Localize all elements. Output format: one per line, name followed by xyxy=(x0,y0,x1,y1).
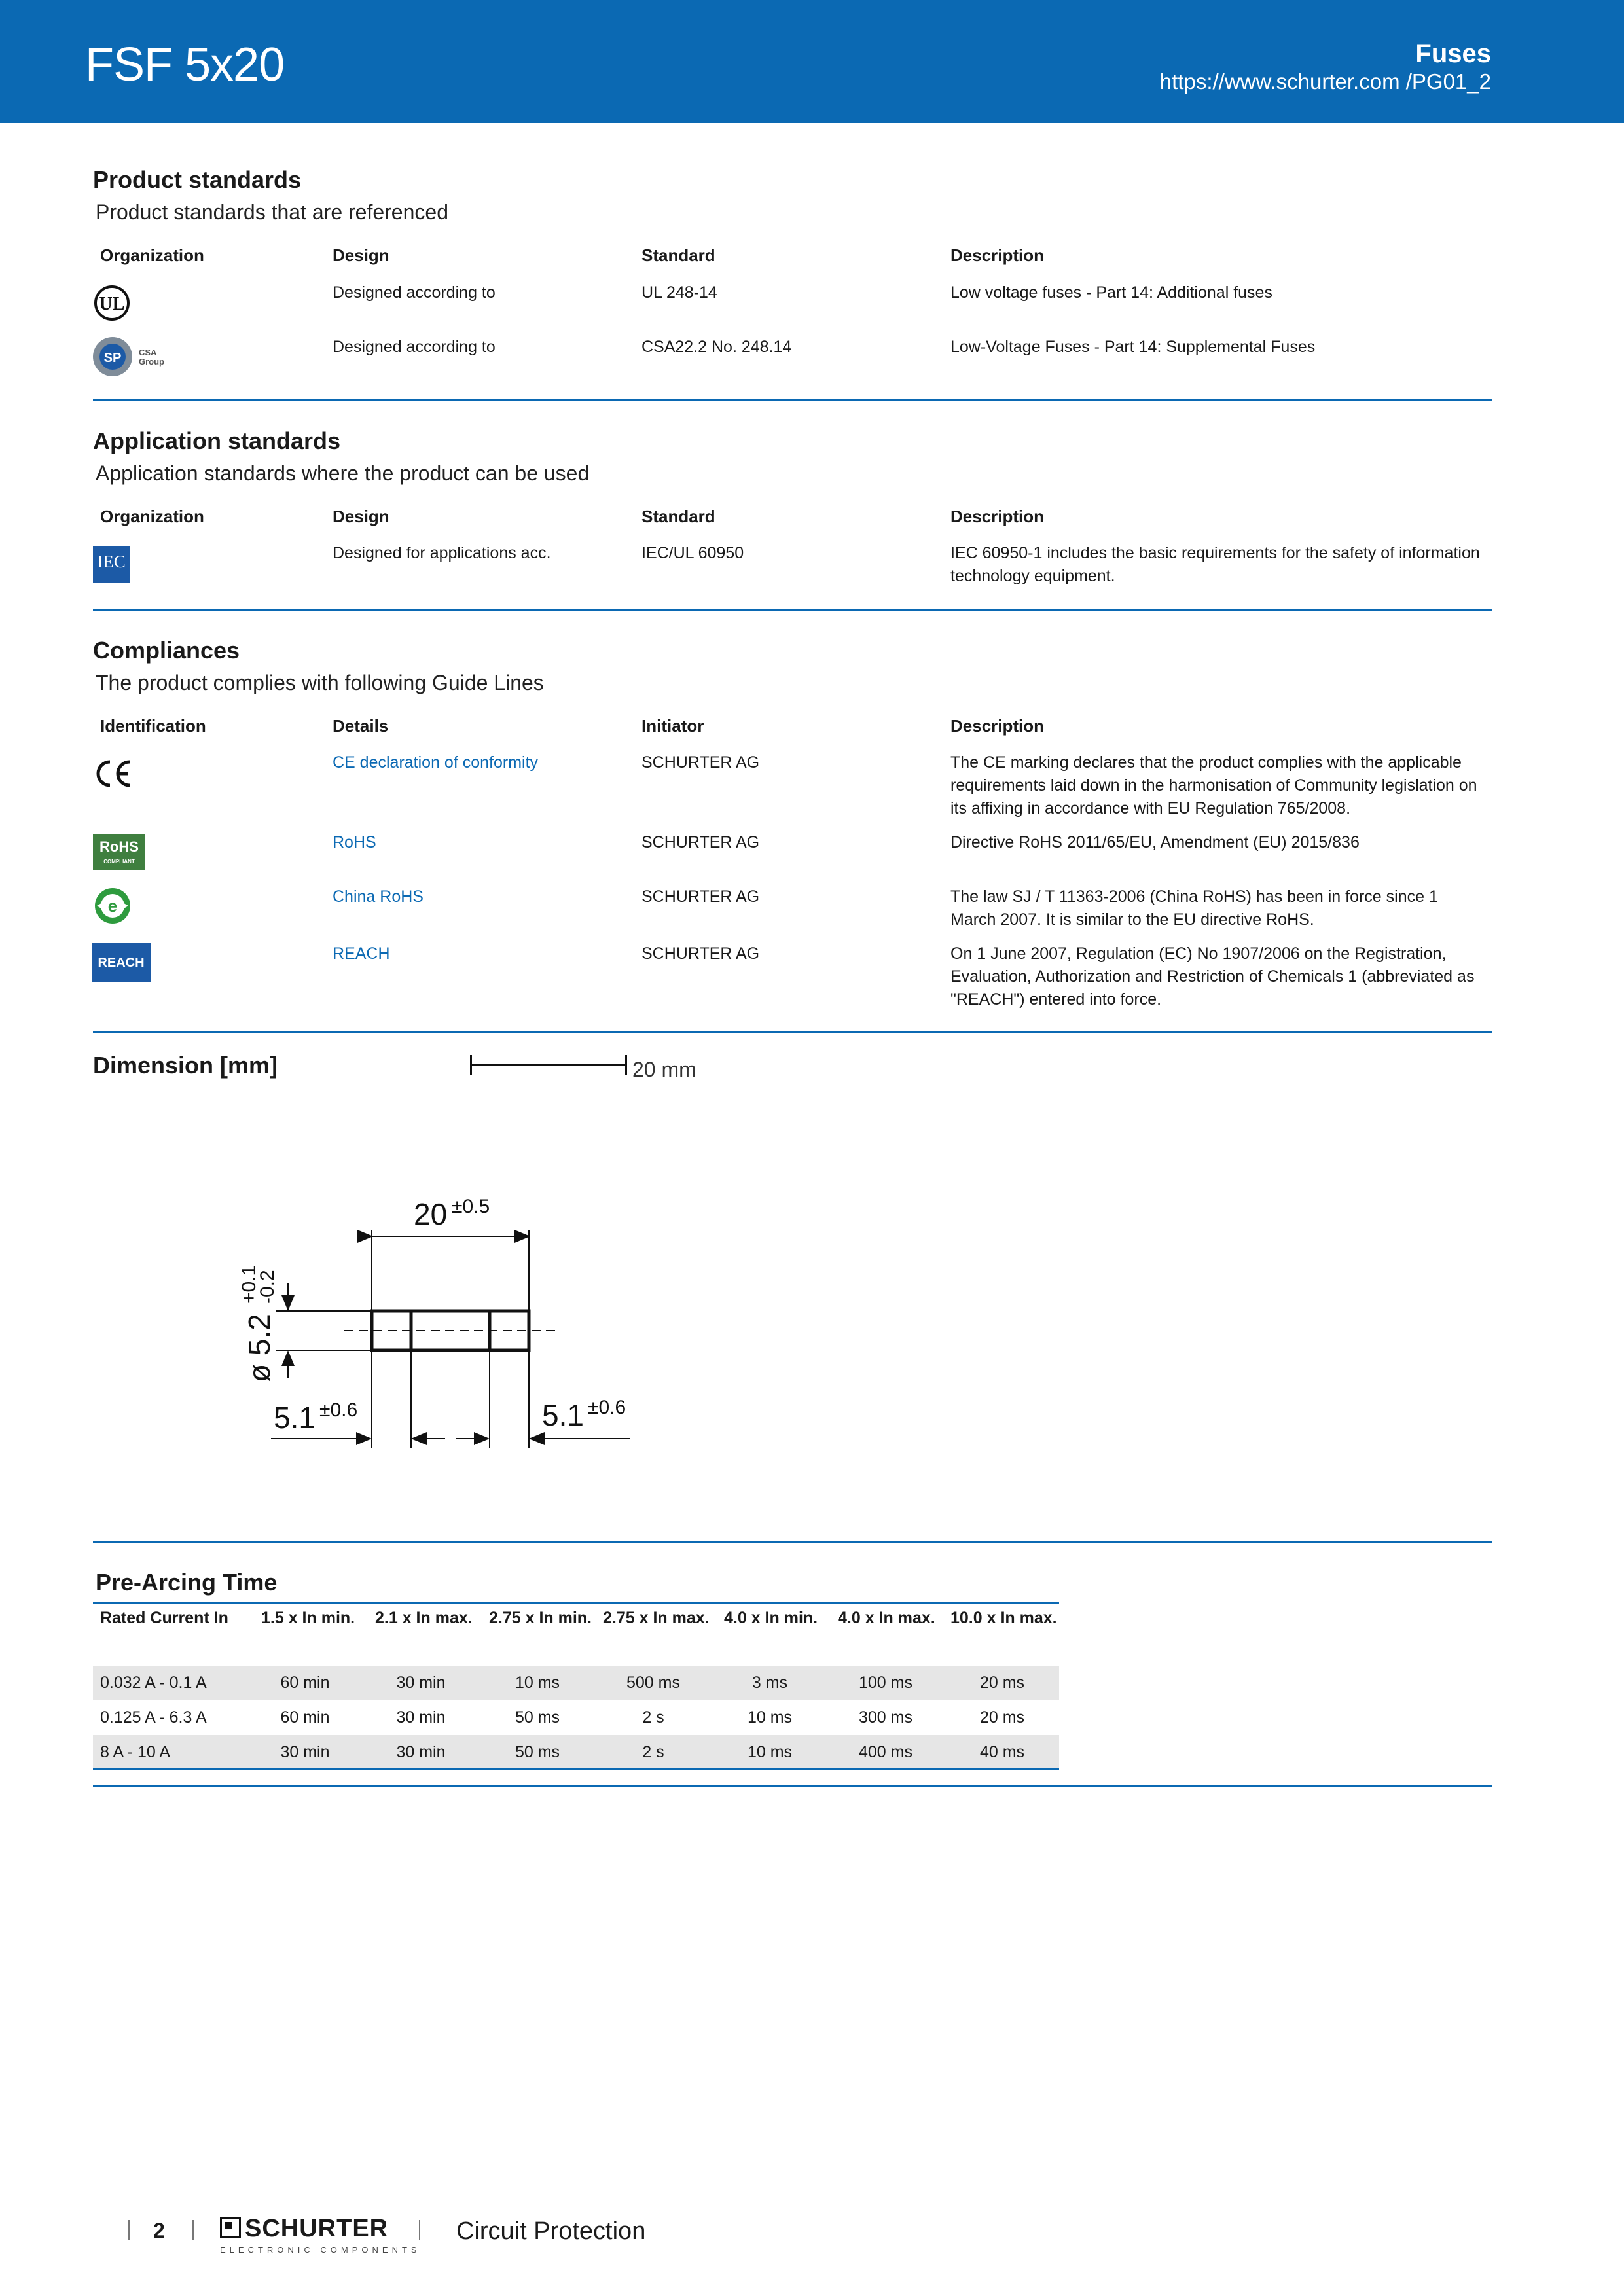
col-description: Description xyxy=(950,245,1045,265)
table-cell: UL 248-14 xyxy=(641,283,717,302)
diameter-value: ø 5.2 xyxy=(242,1314,276,1382)
table-cell: 10 ms xyxy=(747,1743,793,1761)
schurter-logo-icon xyxy=(220,2217,241,2238)
col-organization: Organization xyxy=(100,507,204,526)
table-cell: 30 min xyxy=(280,1743,330,1761)
schurter-logo xyxy=(220,2215,388,2243)
col-organization: Organization xyxy=(100,245,204,265)
table-cell: Designed according to xyxy=(333,283,496,302)
pa-col: 4.0 x In max. xyxy=(838,1609,935,1627)
col-design: Design xyxy=(333,245,389,265)
section-divider xyxy=(93,1785,1492,1787)
rohs-logo-icon xyxy=(93,834,145,870)
ce-mark-icon xyxy=(93,758,132,789)
table-cell: 30 min xyxy=(396,1674,446,1692)
pa-col: 2.75 x In max. xyxy=(603,1609,710,1627)
cap-left-tolerance: ±0.6 xyxy=(319,1399,358,1421)
table-row xyxy=(93,1700,1059,1735)
china-rohs-link[interactable]: China RoHS xyxy=(333,888,424,906)
table-cell: 400 ms xyxy=(859,1743,912,1761)
table-cell: Low-Voltage Fuses - Part 14: Supplemental Fuses xyxy=(950,338,1316,356)
pa-col: 10.0 x In max. xyxy=(950,1609,1057,1627)
footer-section-label: Circuit Protection xyxy=(456,2217,646,2245)
table-cell: 300 ms xyxy=(859,1708,912,1727)
product-standards-subtitle: Product standards that are referenced xyxy=(96,200,448,224)
table-cell: 8 A - 10 A xyxy=(100,1743,171,1761)
footer-separator xyxy=(128,2220,130,2240)
table-cell: 10 ms xyxy=(747,1708,793,1727)
cap-right-value: 5.1 xyxy=(542,1398,584,1432)
rohs-logo-subtext: COMPLIANT xyxy=(103,859,135,865)
pa-col: 1.5 x In min. xyxy=(261,1609,355,1627)
iec-logo-text: IEC xyxy=(97,552,126,571)
category-label: Fuses xyxy=(1415,39,1491,68)
fuse-dimension-drawing xyxy=(229,1178,648,1466)
table-cell: IEC 60950-1 includes the basic requirements for the safety of information technology equipment. xyxy=(950,544,1480,585)
reach-link[interactable]: REACH xyxy=(333,944,390,963)
table-row xyxy=(93,1666,1059,1700)
table-cell: 50 ms xyxy=(514,1708,560,1727)
table-cell: CSA22.2 No. 248.14 xyxy=(641,338,792,356)
table-cell: Low voltage fuses - Part 14: Additional fuses xyxy=(950,283,1272,302)
scale-bar-label: 20 mm xyxy=(632,1058,696,1081)
brand-name: SCHURTER xyxy=(245,2215,389,2242)
product-standards-title: Product standards xyxy=(93,166,302,193)
table-cell: 20 ms xyxy=(979,1708,1025,1727)
table-cell: 60 min xyxy=(280,1674,330,1692)
svg-text:UL: UL xyxy=(99,294,125,314)
col-details: Details xyxy=(333,716,389,736)
table-cell: 500 ms xyxy=(626,1674,680,1692)
table-row xyxy=(93,1735,1059,1770)
col-description: Description xyxy=(950,507,1045,526)
table-cell: SCHURTER AG xyxy=(641,833,760,852)
diameter-tolerance-minus: -0.2 xyxy=(257,1270,278,1304)
length-tolerance: ±0.5 xyxy=(452,1196,490,1217)
table-cell: 20 ms xyxy=(979,1674,1025,1692)
ul-logo-icon xyxy=(93,284,131,322)
table-cell: 10 ms xyxy=(514,1674,560,1692)
rohs-link[interactable]: RoHS xyxy=(333,833,376,852)
table-cell: 30 min xyxy=(396,1743,446,1761)
col-design: Design xyxy=(333,507,389,526)
pre-arcing-title-rule xyxy=(93,1602,1059,1604)
pa-col: 2.75 x In min. xyxy=(489,1609,592,1627)
csa-group-text: CSA Group xyxy=(139,348,164,367)
col-initiator: Initiator xyxy=(641,716,704,736)
table-cell: 60 min xyxy=(280,1708,330,1727)
pa-col: 4.0 x In min. xyxy=(724,1609,818,1627)
table-cell: SCHURTER AG xyxy=(641,753,760,772)
col-standard: Standard xyxy=(641,507,715,526)
svg-text:SP: SP xyxy=(103,351,122,365)
cap-right-tolerance: ±0.6 xyxy=(588,1397,626,1418)
china-rohs-logo-icon xyxy=(93,886,132,925)
col-standard: Standard xyxy=(641,245,715,265)
compliances-subtitle: The product complies with following Guide Lines xyxy=(96,671,544,694)
ce-declaration-link[interactable]: CE declaration of conformity xyxy=(333,753,539,772)
pa-col: 2.1 x In max. xyxy=(375,1609,473,1627)
table-cell: 30 min xyxy=(396,1708,446,1727)
csa-group-logo-icon xyxy=(92,335,177,378)
section-divider xyxy=(93,399,1492,401)
pre-arcing-title: Pre-Arcing Time xyxy=(96,1569,278,1596)
table-cell: The CE marking declares that the product complies with the applicable requirements laid down in the harmonisation of Community legislation on its affixing in accordance with EU Regulation 765/2008. xyxy=(950,753,1477,817)
table-cell: 0.125 A - 6.3 A xyxy=(100,1708,207,1727)
pre-arcing-table-bottom-rule xyxy=(93,1768,1059,1770)
product-title: FSF 5x20 xyxy=(85,39,285,91)
section-divider xyxy=(93,1031,1492,1033)
application-standards-title: Application standards xyxy=(93,427,341,454)
application-standards-subtitle: Application standards where the product can be used xyxy=(96,461,590,485)
table-cell: On 1 June 2007, Regulation (EC) No 1907/2006 on the Registration, Evaluation, Authorization and Restriction of Chemicals 1 (abbreviated as "REACH") entered into force. xyxy=(950,944,1475,1009)
scale-bar xyxy=(470,1055,627,1075)
table-cell: 40 ms xyxy=(979,1743,1025,1761)
table-cell: Designed according to xyxy=(333,338,496,356)
table-cell: SCHURTER AG xyxy=(641,944,760,963)
table-cell: 2 s xyxy=(642,1708,664,1727)
iec-logo-icon xyxy=(93,546,130,583)
dimension-title: Dimension [mm] xyxy=(93,1052,278,1079)
reach-logo-icon xyxy=(92,943,151,982)
length-value: 20 xyxy=(414,1197,448,1231)
footer-separator xyxy=(419,2220,420,2240)
table-cell: IEC/UL 60950 xyxy=(641,544,744,562)
section-divider xyxy=(93,1541,1492,1543)
table-cell: Directive RoHS 2011/65/EU, Amendment (EU) 2015/836 xyxy=(950,833,1360,852)
svg-text:e: e xyxy=(107,896,118,916)
footer-separator xyxy=(192,2220,194,2240)
table-cell: 3 ms xyxy=(751,1674,788,1692)
product-url[interactable]: https://www.schurter.com /PG01_2 xyxy=(1159,69,1491,94)
table-cell: The law SJ / T 11363-2006 (China RoHS) has been in force since 1 March 2007. It is similar to the EU directive RoHS. xyxy=(950,888,1438,929)
section-divider xyxy=(93,609,1492,611)
diameter-tolerance-plus: +0.1 xyxy=(238,1265,260,1304)
table-cell: 100 ms xyxy=(859,1674,912,1692)
col-description: Description xyxy=(950,716,1045,736)
table-cell: Designed for applications acc. xyxy=(333,544,551,562)
cap-left-value: 5.1 xyxy=(274,1401,316,1435)
reach-logo-text: REACH xyxy=(98,956,145,970)
rohs-logo-text: RoHS xyxy=(99,838,139,855)
page-header xyxy=(0,0,1624,123)
pa-col-rated: Rated Current In xyxy=(100,1609,228,1627)
page-number: 2 xyxy=(153,2219,165,2242)
table-cell: SCHURTER AG xyxy=(641,888,760,906)
brand-subtitle: ELECTRONIC COMPONENTS xyxy=(220,2245,421,2255)
compliances-title: Compliances xyxy=(93,637,240,664)
table-cell: 0.032 A - 0.1 A xyxy=(100,1674,207,1692)
col-identification: Identification xyxy=(100,716,206,736)
table-cell: 50 ms xyxy=(514,1743,560,1761)
table-cell: 2 s xyxy=(642,1743,664,1761)
